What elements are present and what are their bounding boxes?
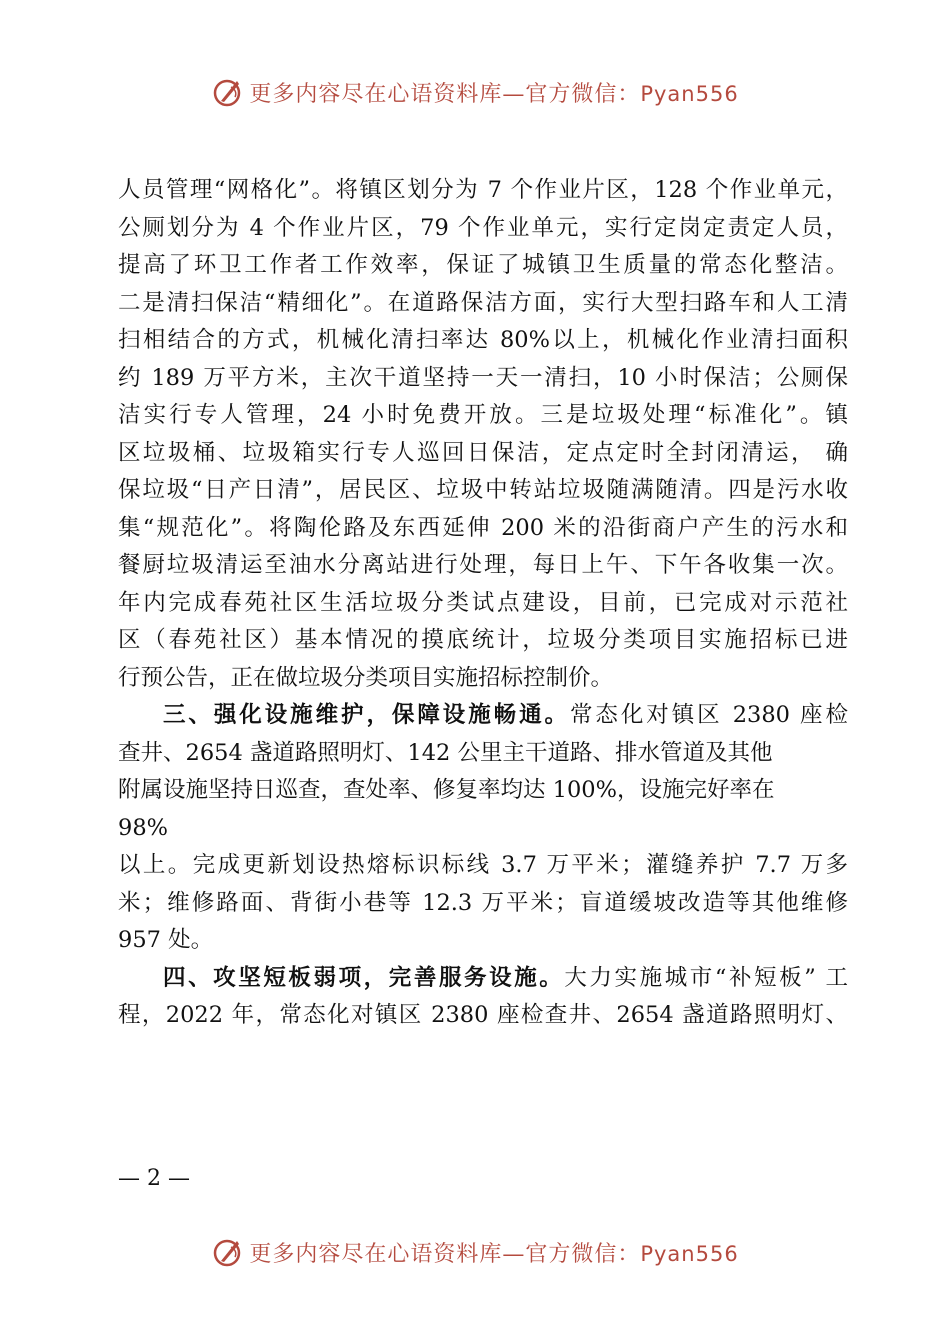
paragraph-line: 957 处。 — [118, 927, 214, 953]
banner-text: 更多内容尽在心语资料库—官方微信：Pyan556 — [249, 1241, 739, 1267]
paragraph-line: 洁实行专人管理，24 小时免费开放。三是垃圾处理“标准化”。镇 — [118, 402, 848, 428]
paragraph-line: 人员管理“网格化”。将镇区划分为 7 个作业片区，128 个作业单元， — [118, 177, 848, 203]
quill-logo-icon — [211, 1235, 245, 1269]
banner-text: 更多内容尽在心语资料库—官方微信：Pyan556 — [249, 81, 739, 107]
paragraph-line: 区垃圾桶、垃圾箱实行专人巡回日保洁，定点定时全封闭清运， 确 — [118, 439, 848, 466]
paragraph-line: 公厕划分为 4 个作业片区，79 个作业单元，实行定岗定责定人员， — [118, 214, 848, 241]
paragraph-line: 年内完成春苑社区生活垃圾分类试点建设，目前，已完成对示范社 — [118, 589, 848, 616]
document-body — [118, 172, 848, 1035]
paragraph-line: 约 189 万平方米，主次干道坚持一天一清扫，10 小时保洁；公厕保 — [118, 364, 848, 391]
section-4-first-line: 四、攻坚短板弱项，完善服务设施。大力实施城市“补短板” 工 — [163, 964, 848, 991]
paragraph-line: 集“规范化”。将陶伦路及东西延伸 200 米的沿街商户产生的污水和 — [118, 514, 848, 541]
paragraph-line: 餐厨垃圾清运至油水分离站进行处理，每日上午、下午各收集一次。 — [118, 552, 848, 578]
paragraph-line: 提高了环卫工作者工作效率，保证了城镇卫生质量的常态化整洁。 — [118, 252, 848, 278]
paragraph-line: 行预公告，正在做垃圾分类项目实施招标控制价。 — [118, 664, 614, 691]
paragraph-line: 二是清扫保洁“精细化”。在道路保洁方面，实行大型扫路车和人工清 — [118, 289, 848, 316]
paragraph-line: 98% — [118, 814, 169, 841]
paragraph-line: 程，2022 年，常态化对镇区 2380 座检查井、2654 盏道路照明灯、 — [118, 1002, 848, 1028]
paragraph-line: 区（春苑社区）基本情况的摸底统计，垃圾分类项目实施招标已进 — [118, 627, 848, 653]
paragraph-line: 米；维修路面、背街小巷等 12.3 万平米；盲道缓坡改造等其他维修 — [118, 889, 848, 916]
page-number: — 2 — — [118, 1166, 190, 1191]
paragraph-line: 以上。完成更新划设热熔标识标线 3.7 万平米；灌缝养护 7.7 万多 — [118, 852, 848, 878]
section-3-heading: 三、强化设施维护，保障设施畅通。 — [163, 702, 570, 728]
watermark-banner-top — [0, 72, 950, 112]
paragraph-line: 附属设施坚持日巡查，查处率、修复率均达 100%，设施完好率在 — [118, 777, 775, 803]
paragraph-line: 保垃圾“日产日清”，居民区、垃圾中转站垃圾随满随清。四是污水收 — [118, 477, 848, 503]
section-4-heading: 四、攻坚短板弱项，完善服务设施。 — [163, 964, 565, 991]
watermark-banner-bottom — [0, 1232, 950, 1272]
paragraph-line: 扫相结合的方式，机械化清扫率达 80%以上，机械化作业清扫面积 — [118, 327, 848, 353]
section-3-first-line: 三、强化设施维护，保障设施畅通。常态化对镇区 2380 座检 — [163, 702, 848, 728]
quill-logo-icon — [211, 75, 245, 109]
paragraph-line: 查井、2654 盏道路照明灯、142 公里主干道路、排水管道及其他 — [118, 739, 773, 766]
